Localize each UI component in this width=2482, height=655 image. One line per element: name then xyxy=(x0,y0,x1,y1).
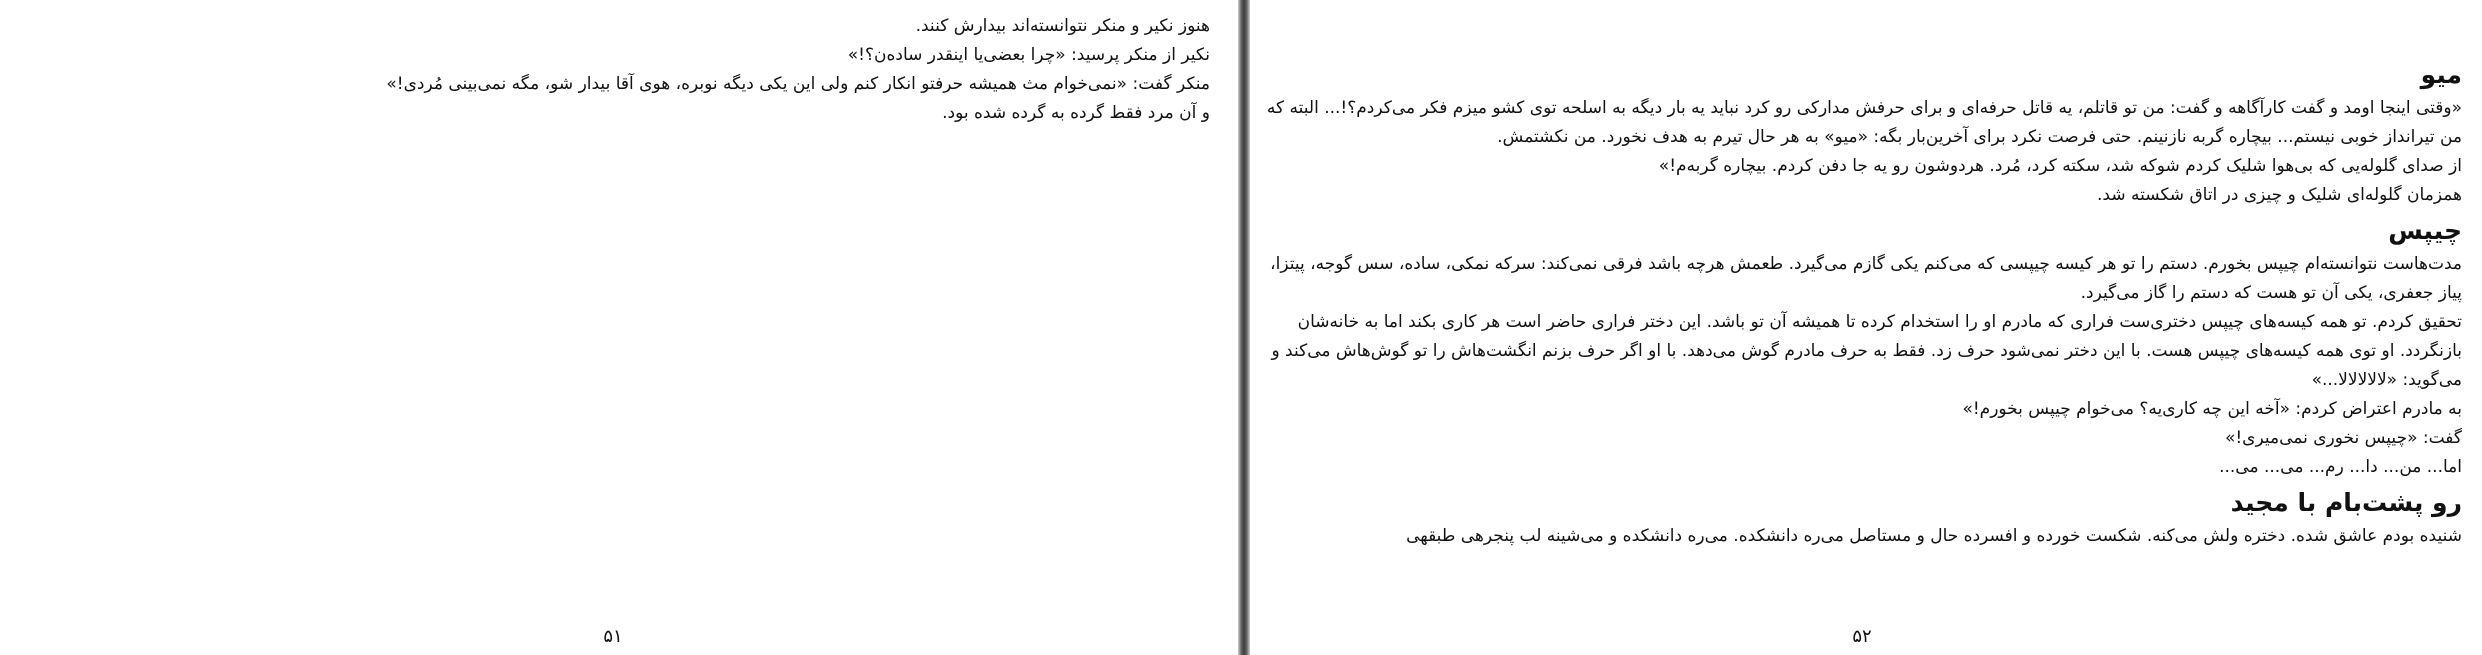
paragraph: تحقیق کردم. تو همه کیسه‌های چیپس دختری‌ست فراری که مادرم او را استخدام کرده تا همیشه آن تو باشد. این دختر فراری حاضر است هر کاری بکند اما به خانه‌شان بازنگردد. او توی همه کیسه‌های چیپس هست. با این دختر نمی‌شود حرف زد. فقط به حرف مادرم گوش می‌دهد. با او اگر حرف بزنم انگشت‌هاش را تو گوش‌هاش می‌کند و می‌گوید: «لالالالالا...» xyxy=(1271,312,2462,390)
left-page-content xyxy=(310,12,1210,128)
left-page xyxy=(0,0,1238,655)
paragraph: منکر گفت: «نمی‌خوام مث همیشه حرفتو انکار کنم ولی این یکی دیگه نوبره، هوی آقا بیدار شو، مگه نمی‌بینی مُردی!» xyxy=(386,74,1210,94)
paragraph: اما... من... دا... رم... می... می... xyxy=(2219,457,2462,477)
paragraph: مدت‌هاست نتوانسته‌ام چیپس بخورم. دستم را تو هر کیسه چیپسی که می‌کنم یکی گازم می‌گیرد. طعمش هرچه باشد فرقی نمی‌کند: سرکه نمکی، ساده، سس گوجه، پیتزا، پیاز جعفری، یکی آن تو هست که دستم را گاز می‌گیرد. xyxy=(1270,254,2462,303)
paragraph: و آن مرد فقط گرده به گرده شده بود. xyxy=(942,103,1210,123)
page-number: ۵۲ xyxy=(1852,626,1872,647)
page-number: ۵۱ xyxy=(603,626,623,647)
section-title: رو پشت‌بام با مجید xyxy=(2230,488,2462,517)
paragraph: همزمان گلوله‌ای شلیک و چیزی در اتاق شکسته شد. xyxy=(2097,185,2462,205)
right-page xyxy=(1250,0,2482,655)
paragraph: از صدای گلوله‌یی که بی‌هوا شلیک کردم شوکه شد، سکته کرد، مُرد. هردوشون رو یه جا دفن کردم. بیچاره گربه‌م!» xyxy=(1658,156,2462,176)
paragraph: هنوز نکیر و منکر نتوانسته‌اند بیدارش کنند. xyxy=(915,16,1210,36)
paragraph: به مادرم اعتراض کردم: «آخه این چه کاری‌یه؟ می‌خوام چیپس بخورم!» xyxy=(1962,399,2462,419)
paragraph: گفت: «چیپس نخوری نمی‌میری!» xyxy=(2224,428,2462,448)
right-page-content xyxy=(1262,58,2462,551)
paragraph: «وقتی اینجا اومد و گفت کارآگاهه و گفت: من تو قاتلم، یه قاتل حرفه‌ای و برای حرفش مدارکی رو کرد نباید یه بار دیگه به اسلحه توی کشو میزم فکر می‌کردم؟!... البته که من تیرانداز خوبی نیستم... بیچاره گربه نازنینم. حتی فرصت نکرد برای آخرین‌بار بگه: «میو» به هر حال تیرم به هدف نخورد. من نکشتمش. xyxy=(1266,98,2462,147)
section-title: میو xyxy=(2420,60,2462,89)
paragraph: شنیده بودم عاشق شده. دختره ولش می‌کنه. شکست خورده و افسرده حال و مستاصل می‌ره دانشکده. می‌ره دانشکده و می‌شینه لب پنجرهی طبقهی xyxy=(1406,526,2462,546)
paragraph: نکیر از منکر پرسید: «چرا بعضی‌یا اینقدر ساده‌ن؟!» xyxy=(847,45,1210,65)
section-title: چیپس xyxy=(2388,216,2462,245)
book-spine-divider xyxy=(1238,0,1250,655)
